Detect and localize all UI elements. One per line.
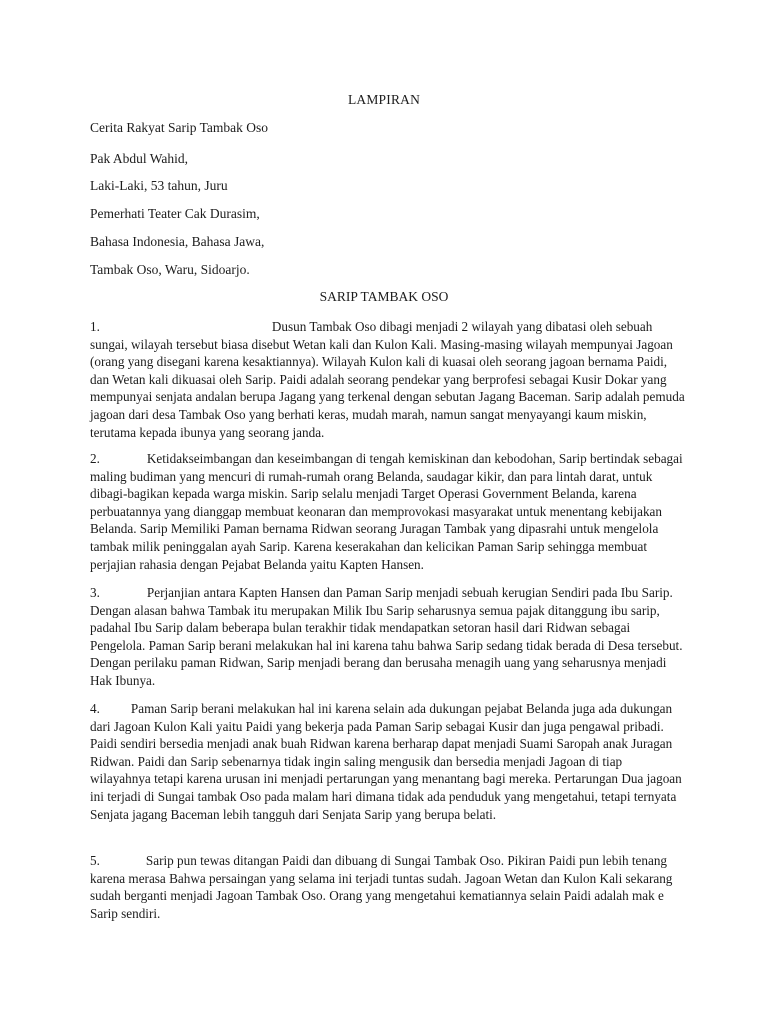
paragraph-text: Sarip pun tewas ditangan Paidi dan dibuang di Sungai Tambak Oso. Pikiran Paidi pun lebih tenang karena merasa Bahwa persaingan yang selama ini terjadi tuntas sudah. Jagoan Wetan dan Kulon Kali sekarang sudah berganti menjadi Jagoan Tambak Oso. Orang yang mengetahui kematiannya selain Paidi adalah mak e Sarip sendiri.: [90, 853, 673, 921]
meta-informant-name: Pak Abdul Wahid,: [90, 151, 189, 166]
document-title: LAMPIRAN: [347, 92, 421, 107]
paragraph-text: Dusun Tambak Oso dibagi menjadi 2 wilayah yang dibatasi oleh sebuah sungai, wilayah tersebut biasa disebut Wetan kali dan Kulon Kali. Masing-masing wilayah mempunyai Jagoan (orang yang disegani karena kesaktiannya). Wilayah Kulon kali di kuasai oleh seorang jagoan bernama Paidi, dan Wetan kali dikuasai oleh Sarip. Paidi adalah seorang pendekar yang berprofesi sebagai Kusir Dokar yang mempunyai senjata andalan berupa Jagang yang terkenal dengan sebutan Jagang Baceman. Sarip adalah pemuda jagoan dari desa Tambak Oso yang berhati keras, mudah marah, namun sangat menyayangi kaum miskin, terutama kepada ibunya yang seorang janda.: [90, 319, 685, 440]
paragraph-5: [90, 852, 685, 922]
paragraph-number: 3.: [90, 585, 100, 600]
meta-location: Tambak Oso, Waru, Sidoarjo.: [90, 262, 250, 277]
paragraph-2: [90, 450, 685, 573]
meta-story-title: Cerita Rakyat Sarip Tambak Oso: [90, 120, 269, 135]
paragraph-text: Ketidakseimbangan dan keseimbangan di tengah kemiskinan dan kebodohan, Sarip bertindak sebagai maling budiman yang mencuri di rumah-rumah orang Belanda, saudagar kikir, dan para lintah darat, untuk dibagi-bagikan kepada warga miskin. Sarip selalu menjadi Target Operasi Government Belanda, karena perbuatannya yang dianggap membuat keonaran dan memprovokasi masyarakat untuk menentang kebijakan Belanda. Sarip Memiliki Paman bernama Ridwan seorang Juragan Tambak yang dipasrahi untuk mengelola tambak milik peninggalan ayah Sarip. Karena keserakahan dan kelicikan Paman Sarip sehingga membuat perjajian rahasia dengan Pejabat Belanda yaitu Kapten Hansen.: [90, 451, 683, 572]
paragraph-number: 1.: [90, 319, 100, 334]
meta-informant-role: Pemerhati Teater Cak Durasim,: [90, 206, 260, 221]
paragraph-4: [90, 700, 685, 823]
paragraph-number: 2.: [90, 451, 100, 466]
story-heading: SARIP TAMBAK OSO: [319, 289, 449, 304]
paragraph-text: Paman Sarip berani melakukan hal ini karena selain ada dukungan pejabat Belanda juga ada dukungan dari Jagoan Kulon Kali yaitu Paidi yang bekerja pada Paman Sarip sebagai Kusir dan juga pengawal pribadi. Paidi sendiri bersedia menjadi anak buah Ridwan karena berharap dapat menjadi Suami Saropah anak Juragan Ridwan. Paidi dan Sarip sebenarnya tidak ingin saling mengusik dan bersedia menjadi Jagoan di tiap wilayahnya tetapi karena urusan ini menjadi pertarungan yang menantang bagi mereka. Pertarungan Dua jagoan ini terjadi di Sungai tambak Oso pada malam hari dimana tidak ada penduduk yang mengetahui, tetapi ternyata Senjata jagang Baceman lebih tangguh dari Senjata Sarip yang berupa belati.: [90, 701, 682, 822]
meta-informant-profile: Laki-Laki, 53 tahun, Juru: [90, 178, 228, 193]
paragraph-text: Perjanjian antara Kapten Hansen dan Paman Sarip menjadi sebuah kerugian Sendiri pada Ibu Sarip. Dengan alasan bahwa Tambak itu merupakan Milik Ibu Sarip seharusnya semua pajak ditanggung ibu sarip, padahal Ibu Sarip dalam beberapa bulan terakhir tidak mendapatkan setoran hasil dari Ridwan sebagai Pengelola. Paman Sarip berani melakukan hal ini karena tahu bahwa Sarip sedang tidak berada di Desa tersebut. Dengan perilaku paman Ridwan, Sarip menjadi berang dan berusaha menagih uang yang seharusnya menjadi Hak Ibunya.: [90, 585, 683, 688]
meta-languages: Bahasa Indonesia, Bahasa Jawa,: [90, 234, 265, 249]
paragraph-3: [90, 584, 685, 690]
paragraph-number: 4.: [90, 701, 100, 716]
paragraph-1: [90, 318, 685, 441]
paragraph-number: 5.: [90, 853, 100, 868]
